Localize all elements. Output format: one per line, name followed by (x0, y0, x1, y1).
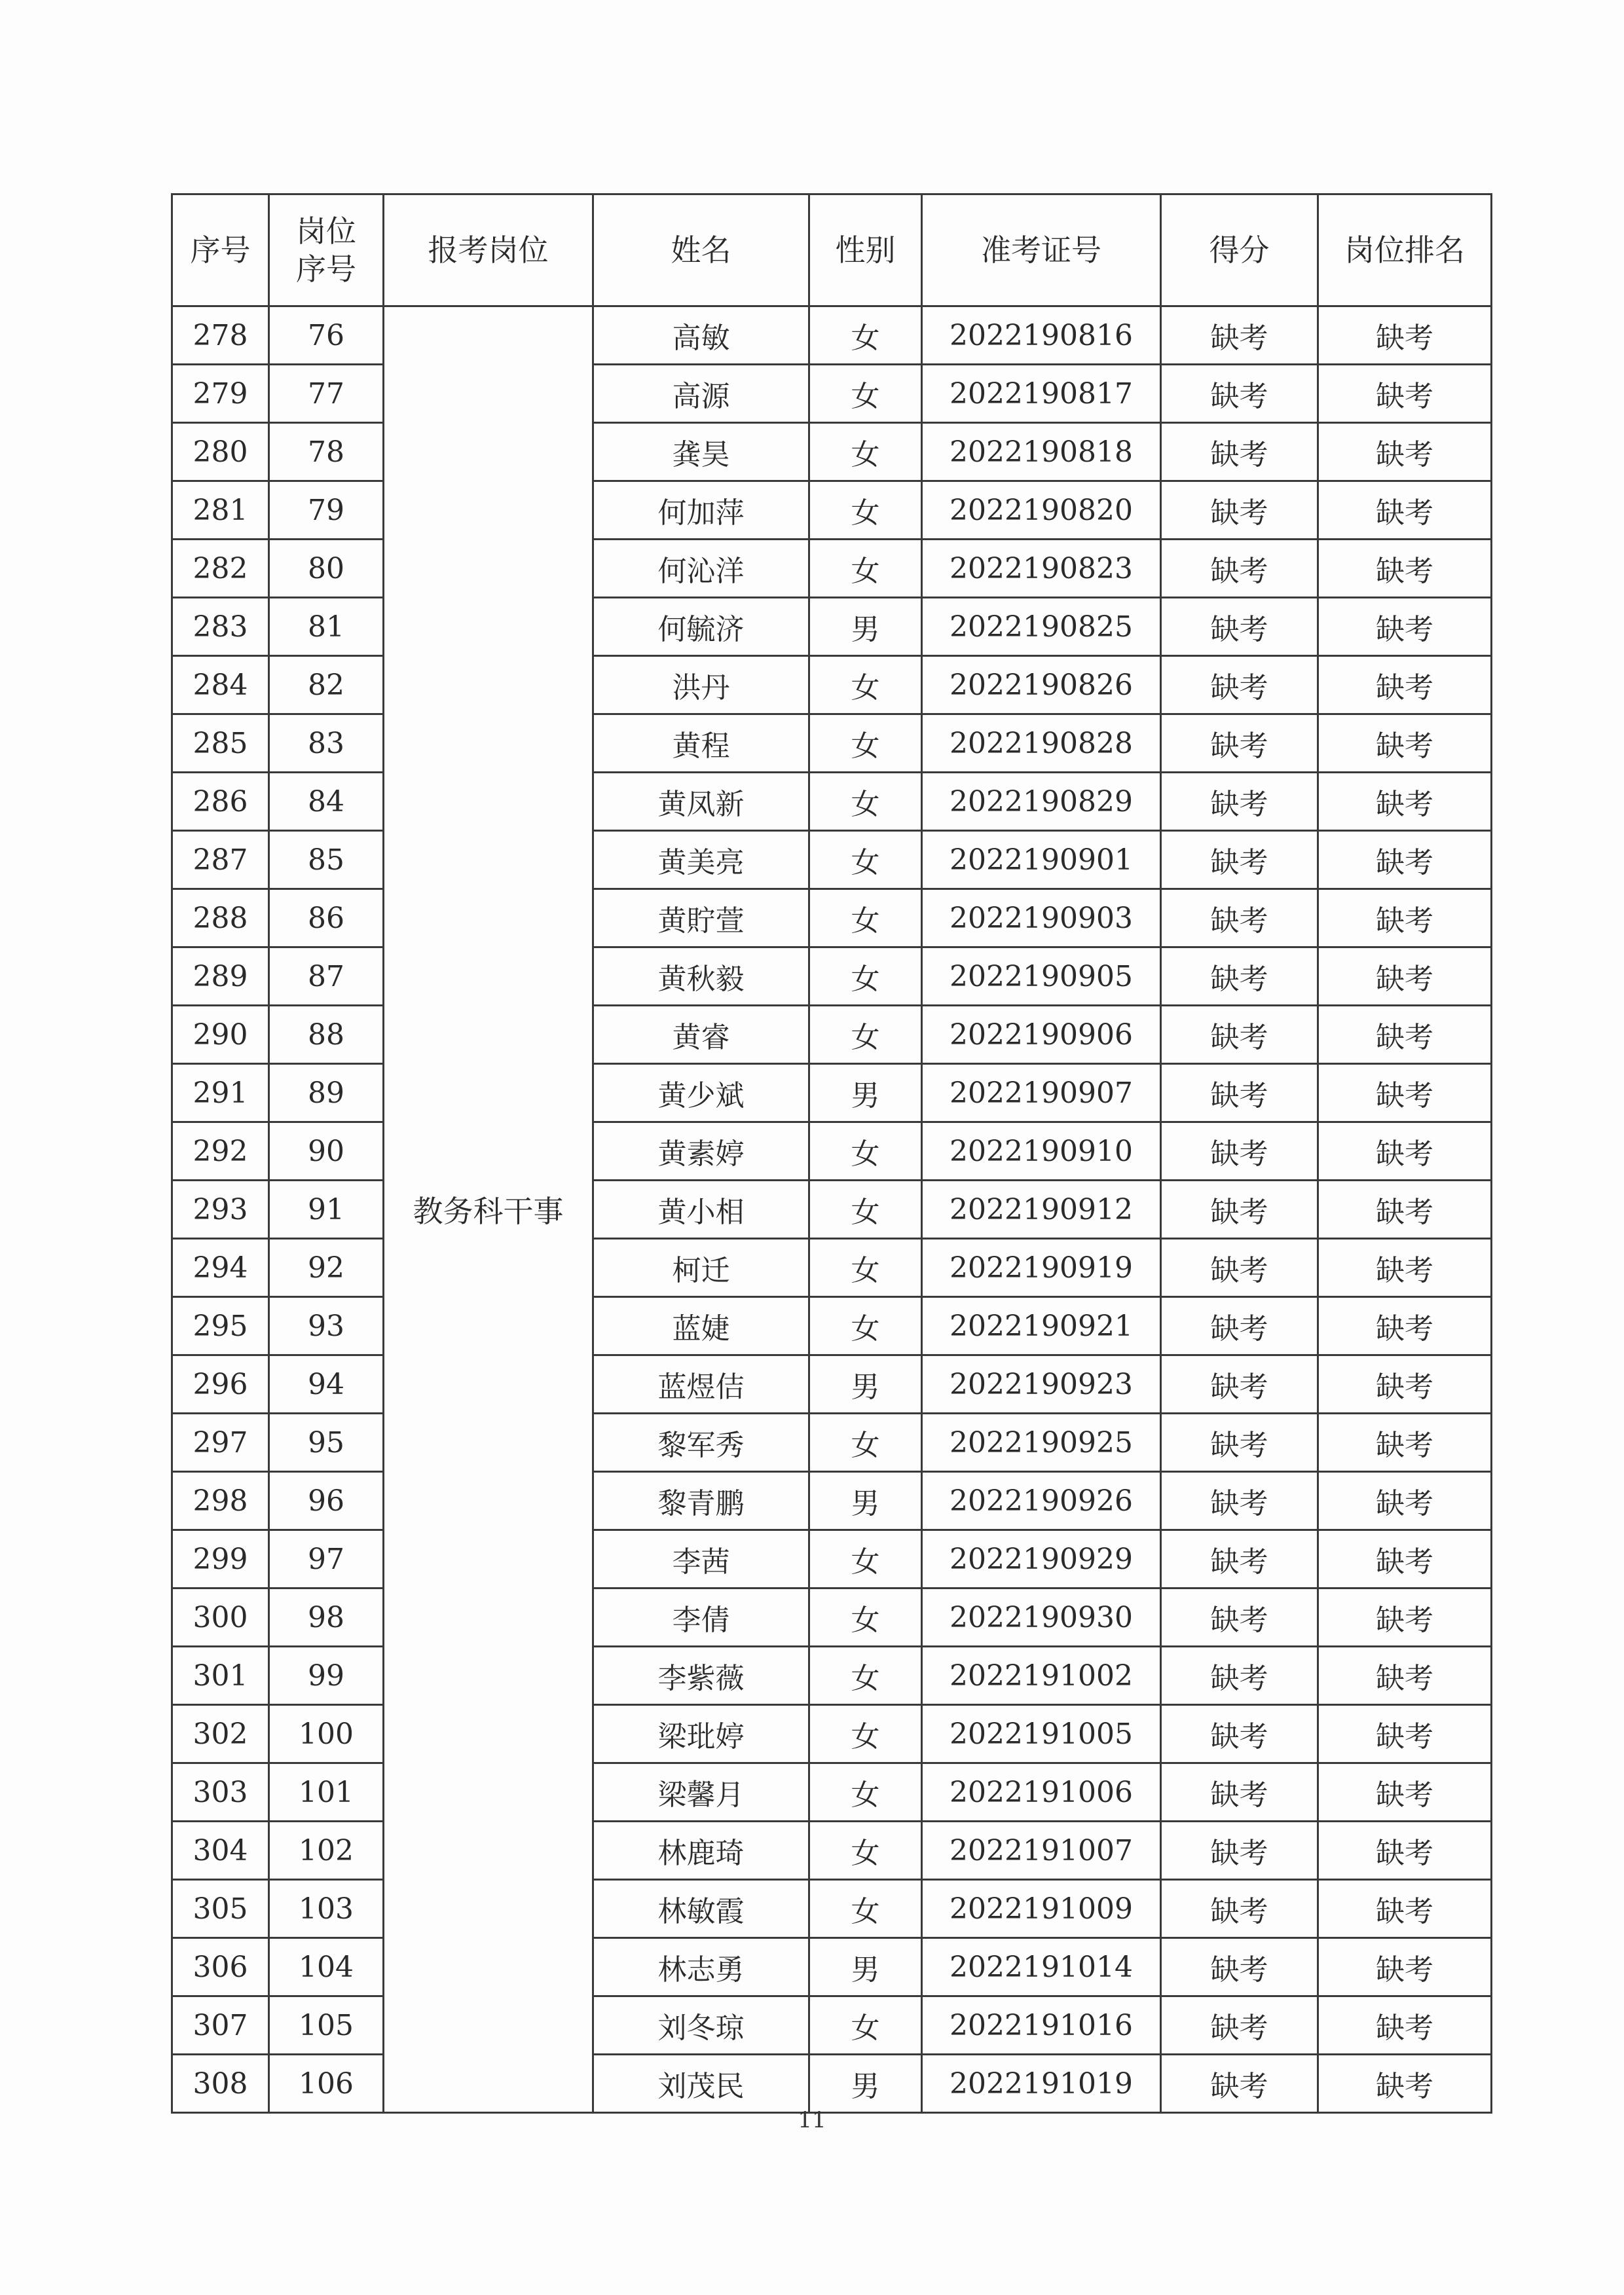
cell-exam-no: 2022191005 (922, 1705, 1161, 1763)
table-row (172, 714, 1492, 773)
cell-rank: 缺考 (1318, 1297, 1492, 1355)
table-row (172, 773, 1492, 831)
cell-gender: 女 (809, 1705, 922, 1763)
cell-rank: 缺考 (1318, 656, 1492, 714)
cell-gender: 男 (809, 1064, 922, 1122)
cell-rank: 缺考 (1318, 1530, 1492, 1588)
header-post-seq-line2: 序号 (296, 251, 356, 287)
cell-rank: 缺考 (1318, 1181, 1492, 1239)
cell-gender: 女 (809, 481, 922, 540)
cell-name: 梁馨月 (593, 1763, 809, 1822)
cell-seq: 290 (172, 1006, 269, 1064)
post-cell: 教务科干事 (384, 306, 593, 2113)
cell-score: 缺考 (1161, 1647, 1318, 1705)
cell-gender: 女 (809, 714, 922, 773)
cell-gender: 男 (809, 1472, 922, 1530)
cell-exam-no: 2022190820 (922, 481, 1161, 540)
cell-exam-no: 2022191009 (922, 1880, 1161, 1938)
cell-name: 黄程 (593, 714, 809, 773)
cell-rank: 缺考 (1318, 1588, 1492, 1647)
cell-score: 缺考 (1161, 1996, 1318, 2055)
cell-name: 李紫薇 (593, 1647, 809, 1705)
cell-post-seq: 93 (269, 1297, 384, 1355)
cell-name: 黎青鹏 (593, 1472, 809, 1530)
cell-name: 何加萍 (593, 481, 809, 540)
cell-post-seq: 80 (269, 540, 384, 598)
cell-score: 缺考 (1161, 1822, 1318, 1880)
cell-exam-no: 2022190912 (922, 1181, 1161, 1239)
cell-exam-no: 2022190825 (922, 598, 1161, 656)
cell-rank: 缺考 (1318, 1355, 1492, 1414)
table-row (172, 656, 1492, 714)
cell-score: 缺考 (1161, 1530, 1318, 1588)
cell-score: 缺考 (1161, 1938, 1318, 1996)
cell-seq: 289 (172, 947, 269, 1006)
cell-rank: 缺考 (1318, 1414, 1492, 1472)
cell-gender: 女 (809, 1122, 922, 1181)
table-row (172, 1588, 1492, 1647)
cell-exam-no: 2022190826 (922, 656, 1161, 714)
cell-gender: 女 (809, 1414, 922, 1472)
cell-seq: 303 (172, 1763, 269, 1822)
cell-seq: 286 (172, 773, 269, 831)
cell-name: 林鹿琦 (593, 1822, 809, 1880)
table-row (172, 947, 1492, 1006)
cell-post-seq: 78 (269, 423, 384, 481)
cell-exam-no: 2022190901 (922, 831, 1161, 889)
cell-post-seq: 83 (269, 714, 384, 773)
cell-score: 缺考 (1161, 1122, 1318, 1181)
cell-exam-no: 2022191016 (922, 1996, 1161, 2055)
cell-seq: 295 (172, 1297, 269, 1355)
cell-score: 缺考 (1161, 1588, 1318, 1647)
cell-post-seq: 95 (269, 1414, 384, 1472)
cell-exam-no: 2022190910 (922, 1122, 1161, 1181)
cell-gender: 女 (809, 947, 922, 1006)
cell-seq: 294 (172, 1239, 269, 1297)
cell-score: 缺考 (1161, 423, 1318, 481)
cell-rank: 缺考 (1318, 1064, 1492, 1122)
header-name: 姓名 (593, 194, 809, 306)
cell-exam-no: 2022190823 (922, 540, 1161, 598)
cell-exam-no: 2022190921 (922, 1297, 1161, 1355)
cell-score: 缺考 (1161, 773, 1318, 831)
cell-post-seq: 97 (269, 1530, 384, 1588)
table-row (172, 1822, 1492, 1880)
cell-post-seq: 84 (269, 773, 384, 831)
cell-rank: 缺考 (1318, 1472, 1492, 1530)
cell-name: 黄秋毅 (593, 947, 809, 1006)
table-row (172, 423, 1492, 481)
header-rank: 岗位排名 (1318, 194, 1492, 306)
cell-seq: 297 (172, 1414, 269, 1472)
cell-seq: 291 (172, 1064, 269, 1122)
table-row (172, 1647, 1492, 1705)
cell-score: 缺考 (1161, 365, 1318, 423)
cell-name: 林敏霞 (593, 1880, 809, 1938)
header-post-seq-line1: 岗位 (296, 213, 356, 249)
cell-gender: 女 (809, 1588, 922, 1647)
cell-rank: 缺考 (1318, 306, 1492, 365)
cell-score: 缺考 (1161, 1297, 1318, 1355)
cell-post-seq: 92 (269, 1239, 384, 1297)
cell-score: 缺考 (1161, 889, 1318, 947)
cell-gender: 女 (809, 773, 922, 831)
cell-name: 高源 (593, 365, 809, 423)
cell-seq: 278 (172, 306, 269, 365)
cell-name: 黄貯萱 (593, 889, 809, 947)
cell-gender: 男 (809, 2055, 922, 2113)
cell-seq: 288 (172, 889, 269, 947)
table-row (172, 540, 1492, 598)
cell-post-seq: 105 (269, 1996, 384, 2055)
cell-rank: 缺考 (1318, 481, 1492, 540)
cell-name: 林志勇 (593, 1938, 809, 1996)
cell-exam-no: 2022190929 (922, 1530, 1161, 1588)
cell-seq: 299 (172, 1530, 269, 1588)
cell-seq: 302 (172, 1705, 269, 1763)
cell-score: 缺考 (1161, 1355, 1318, 1414)
table-row (172, 2055, 1492, 2113)
cell-name: 刘茂民 (593, 2055, 809, 2113)
cell-seq: 279 (172, 365, 269, 423)
cell-gender: 女 (809, 1297, 922, 1355)
cell-post-seq: 104 (269, 1938, 384, 1996)
cell-gender: 男 (809, 1355, 922, 1414)
cell-seq: 287 (172, 831, 269, 889)
cell-seq: 307 (172, 1996, 269, 2055)
cell-exam-no: 2022190829 (922, 773, 1161, 831)
cell-name: 黄凤新 (593, 773, 809, 831)
cell-score: 缺考 (1161, 1181, 1318, 1239)
cell-post-seq: 89 (269, 1064, 384, 1122)
cell-gender: 女 (809, 1763, 922, 1822)
cell-rank: 缺考 (1318, 1938, 1492, 1996)
cell-rank: 缺考 (1318, 1239, 1492, 1297)
cell-gender: 女 (809, 1822, 922, 1880)
cell-post-seq: 81 (269, 598, 384, 656)
cell-post-seq: 86 (269, 889, 384, 947)
cell-rank: 缺考 (1318, 540, 1492, 598)
cell-score: 缺考 (1161, 947, 1318, 1006)
table-row (172, 1355, 1492, 1414)
cell-exam-no: 2022190828 (922, 714, 1161, 773)
cell-name: 刘冬琼 (593, 1996, 809, 2055)
cell-post-seq: 79 (269, 481, 384, 540)
cell-score: 缺考 (1161, 1006, 1318, 1064)
cell-seq: 293 (172, 1181, 269, 1239)
results-table (171, 193, 1492, 2114)
cell-rank: 缺考 (1318, 598, 1492, 656)
cell-name: 蓝婕 (593, 1297, 809, 1355)
cell-seq: 282 (172, 540, 269, 598)
cell-rank: 缺考 (1318, 365, 1492, 423)
table-row (172, 306, 1492, 365)
cell-seq: 305 (172, 1880, 269, 1938)
table-row (172, 365, 1492, 423)
table-row (172, 598, 1492, 656)
cell-gender: 女 (809, 1239, 922, 1297)
cell-name: 高敏 (593, 306, 809, 365)
cell-post-seq: 96 (269, 1472, 384, 1530)
cell-rank: 缺考 (1318, 1822, 1492, 1880)
cell-seq: 300 (172, 1588, 269, 1647)
cell-exam-no: 2022191007 (922, 1822, 1161, 1880)
cell-rank: 缺考 (1318, 773, 1492, 831)
cell-post-seq: 82 (269, 656, 384, 714)
cell-name: 黄少斌 (593, 1064, 809, 1122)
cell-post-seq: 90 (269, 1122, 384, 1181)
cell-rank: 缺考 (1318, 1880, 1492, 1938)
cell-rank: 缺考 (1318, 1705, 1492, 1763)
table-row (172, 1297, 1492, 1355)
cell-exam-no: 2022190816 (922, 306, 1161, 365)
cell-exam-no: 2022190817 (922, 365, 1161, 423)
cell-gender: 男 (809, 1938, 922, 1996)
cell-seq: 301 (172, 1647, 269, 1705)
table-row (172, 1006, 1492, 1064)
cell-seq: 304 (172, 1822, 269, 1880)
cell-score: 缺考 (1161, 598, 1318, 656)
cell-gender: 女 (809, 1647, 922, 1705)
cell-rank: 缺考 (1318, 1996, 1492, 2055)
page-number: 11 (798, 2107, 826, 2133)
cell-name: 黄美亮 (593, 831, 809, 889)
cell-score: 缺考 (1161, 1472, 1318, 1530)
cell-rank: 缺考 (1318, 889, 1492, 947)
cell-score: 缺考 (1161, 306, 1318, 365)
cell-gender: 女 (809, 540, 922, 598)
cell-gender: 男 (809, 598, 922, 656)
cell-name: 李茜 (593, 1530, 809, 1588)
cell-seq: 280 (172, 423, 269, 481)
cell-name: 何沁洋 (593, 540, 809, 598)
cell-post-seq: 76 (269, 306, 384, 365)
cell-score: 缺考 (1161, 540, 1318, 598)
cell-seq: 285 (172, 714, 269, 773)
cell-gender: 女 (809, 423, 922, 481)
cell-seq: 296 (172, 1355, 269, 1414)
header-seq: 序号 (172, 194, 269, 306)
cell-seq: 283 (172, 598, 269, 656)
cell-score: 缺考 (1161, 2055, 1318, 2113)
cell-name: 李倩 (593, 1588, 809, 1647)
header-exam-no: 准考证号 (922, 194, 1161, 306)
cell-exam-no: 2022191002 (922, 1647, 1161, 1705)
table-row (172, 1472, 1492, 1530)
table-row (172, 481, 1492, 540)
cell-name: 黄素婷 (593, 1122, 809, 1181)
cell-name: 黄睿 (593, 1006, 809, 1064)
cell-rank: 缺考 (1318, 1763, 1492, 1822)
header-post: 报考岗位 (384, 194, 593, 306)
cell-exam-no: 2022190923 (922, 1355, 1161, 1414)
header-gender: 性别 (809, 194, 922, 306)
cell-rank: 缺考 (1318, 714, 1492, 773)
cell-exam-no: 2022190919 (922, 1239, 1161, 1297)
cell-rank: 缺考 (1318, 1122, 1492, 1181)
cell-post-seq: 85 (269, 831, 384, 889)
cell-exam-no: 2022190903 (922, 889, 1161, 947)
cell-exam-no: 2022190930 (922, 1588, 1161, 1647)
header-row (172, 194, 1492, 306)
cell-name: 黎军秀 (593, 1414, 809, 1472)
cell-seq: 281 (172, 481, 269, 540)
cell-name: 龚昊 (593, 423, 809, 481)
cell-post-seq: 88 (269, 1006, 384, 1064)
cell-name: 梁玭婷 (593, 1705, 809, 1763)
cell-exam-no: 2022191019 (922, 2055, 1161, 2113)
cell-gender: 女 (809, 306, 922, 365)
cell-rank: 缺考 (1318, 1006, 1492, 1064)
table-row (172, 1530, 1492, 1588)
cell-rank: 缺考 (1318, 831, 1492, 889)
cell-score: 缺考 (1161, 1880, 1318, 1938)
table-row (172, 1414, 1492, 1472)
cell-gender: 女 (809, 831, 922, 889)
cell-exam-no: 2022191006 (922, 1763, 1161, 1822)
cell-gender: 女 (809, 365, 922, 423)
cell-post-seq: 77 (269, 365, 384, 423)
table-row (172, 1122, 1492, 1181)
cell-score: 缺考 (1161, 714, 1318, 773)
cell-rank: 缺考 (1318, 1647, 1492, 1705)
cell-score: 缺考 (1161, 1064, 1318, 1122)
cell-score: 缺考 (1161, 656, 1318, 714)
cell-score: 缺考 (1161, 1414, 1318, 1472)
cell-post-seq: 100 (269, 1705, 384, 1763)
cell-score: 缺考 (1161, 1763, 1318, 1822)
table-row (172, 1763, 1492, 1822)
cell-exam-no: 2022191014 (922, 1938, 1161, 1996)
cell-seq: 292 (172, 1122, 269, 1181)
cell-gender: 女 (809, 1006, 922, 1064)
cell-post-seq: 99 (269, 1647, 384, 1705)
cell-post-seq: 103 (269, 1880, 384, 1938)
cell-gender: 女 (809, 889, 922, 947)
table-row (172, 1239, 1492, 1297)
cell-post-seq: 101 (269, 1763, 384, 1822)
cell-post-seq: 94 (269, 1355, 384, 1414)
table-row (172, 889, 1492, 947)
cell-exam-no: 2022190926 (922, 1472, 1161, 1530)
cell-gender: 女 (809, 1181, 922, 1239)
table-row (172, 1880, 1492, 1938)
cell-post-seq: 91 (269, 1181, 384, 1239)
cell-rank: 缺考 (1318, 2055, 1492, 2113)
cell-gender: 女 (809, 1530, 922, 1588)
cell-exam-no: 2022190925 (922, 1414, 1161, 1472)
cell-exam-no: 2022190905 (922, 947, 1161, 1006)
cell-post-seq: 87 (269, 947, 384, 1006)
cell-name: 柯迁 (593, 1239, 809, 1297)
cell-seq: 308 (172, 2055, 269, 2113)
cell-name: 何毓济 (593, 598, 809, 656)
cell-gender: 女 (809, 1996, 922, 2055)
table-row (172, 831, 1492, 889)
table-body (172, 306, 1492, 2113)
cell-score: 缺考 (1161, 831, 1318, 889)
table-row (172, 1181, 1492, 1239)
cell-score: 缺考 (1161, 481, 1318, 540)
cell-name: 蓝煜佶 (593, 1355, 809, 1414)
cell-seq: 284 (172, 656, 269, 714)
cell-score: 缺考 (1161, 1705, 1318, 1763)
cell-post-seq: 106 (269, 2055, 384, 2113)
table-row (172, 1996, 1492, 2055)
header-post-seq (269, 194, 384, 306)
table-row (172, 1705, 1492, 1763)
cell-gender: 女 (809, 656, 922, 714)
cell-seq: 306 (172, 1938, 269, 1996)
cell-score: 缺考 (1161, 1239, 1318, 1297)
table-row (172, 1064, 1492, 1122)
cell-seq: 298 (172, 1472, 269, 1530)
cell-rank: 缺考 (1318, 947, 1492, 1006)
header-score: 得分 (1161, 194, 1318, 306)
cell-gender: 女 (809, 1880, 922, 1938)
cell-name: 洪丹 (593, 656, 809, 714)
cell-post-seq: 102 (269, 1822, 384, 1880)
cell-name: 黄小相 (593, 1181, 809, 1239)
table-row (172, 1938, 1492, 1996)
cell-rank: 缺考 (1318, 423, 1492, 481)
cell-exam-no: 2022190907 (922, 1064, 1161, 1122)
cell-post-seq: 98 (269, 1588, 384, 1647)
cell-exam-no: 2022190906 (922, 1006, 1161, 1064)
cell-exam-no: 2022190818 (922, 423, 1161, 481)
